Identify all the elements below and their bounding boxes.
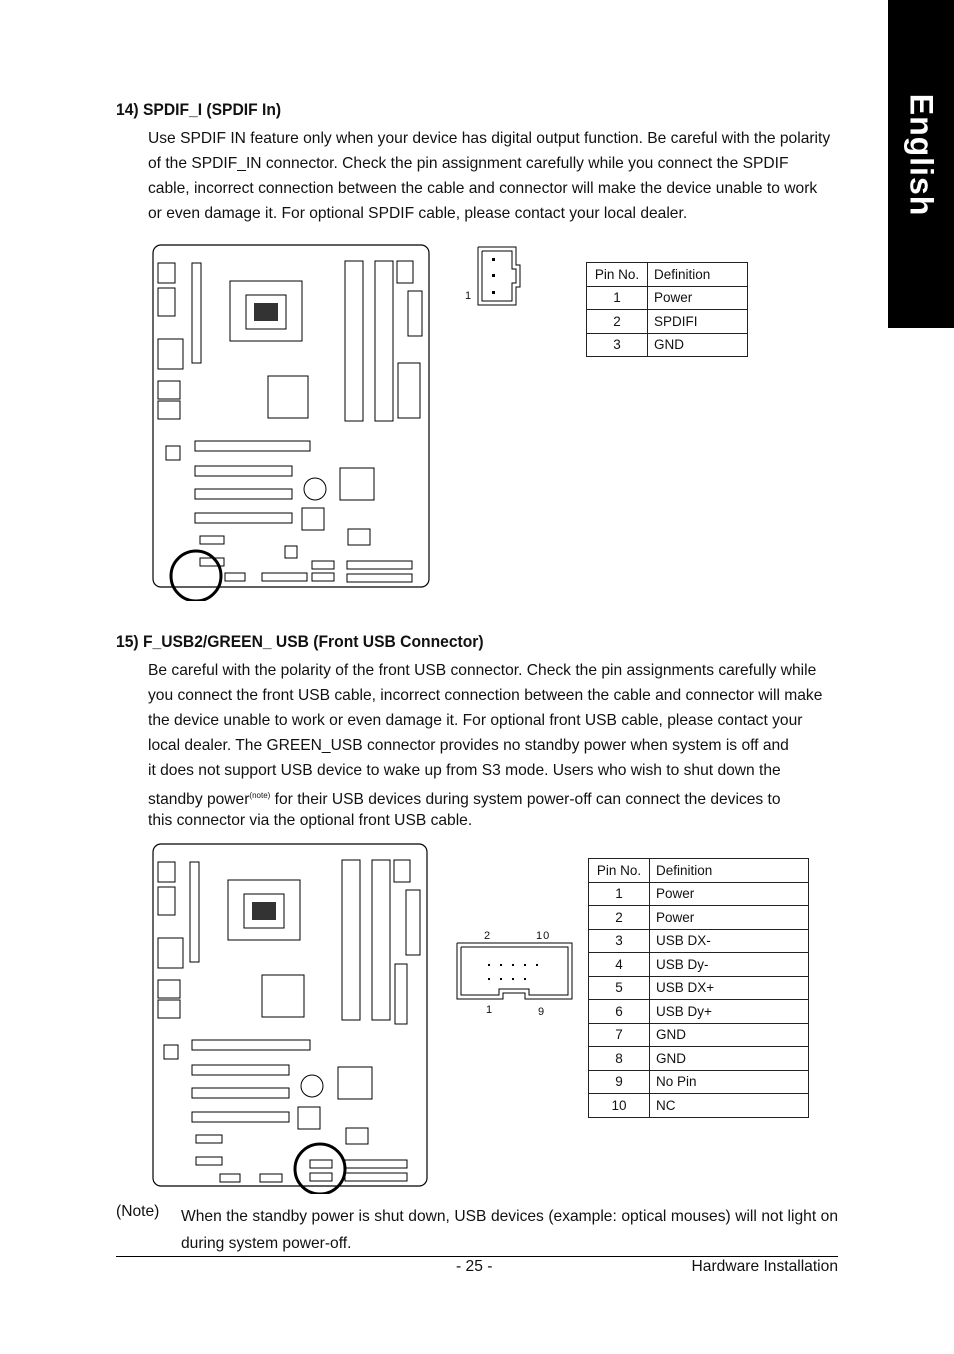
definition-cell: Power	[650, 906, 809, 930]
table-row	[589, 976, 809, 1000]
table-row	[589, 1000, 809, 1024]
motherboard-diagram-spdif	[150, 243, 432, 601]
pin-cell: 4	[589, 953, 650, 977]
body-line: the device unable to work or even damage it. For optional front USB cable, please contact your	[148, 712, 803, 729]
definition-cell: USB DX-	[650, 929, 809, 953]
pin-10-label: 10	[536, 930, 551, 942]
pin-9-label: 9	[538, 1006, 545, 1018]
body-line: this connector via the optional front USB cable.	[148, 812, 473, 829]
section-14-body	[148, 126, 838, 226]
pin-cell: 10	[589, 1094, 650, 1118]
pin-cell: 3	[589, 929, 650, 953]
section-15-body	[148, 658, 838, 833]
definition-cell: USB Dy+	[650, 1000, 809, 1024]
note-text: When the standby power is shut down, USB devices (example: optical mouses) will not light on during system power-off.	[181, 1208, 838, 1252]
table-row	[589, 1023, 809, 1047]
definition-cell: NC	[650, 1094, 809, 1118]
definition-cell: Power	[650, 882, 809, 906]
definition-cell: USB Dy-	[650, 953, 809, 977]
definition-cell: No Pin	[650, 1070, 809, 1094]
table-row	[589, 1047, 809, 1071]
body-line	[148, 783, 838, 808]
table-row	[589, 1094, 809, 1118]
pin-cell: 2	[589, 906, 650, 930]
table-row	[589, 953, 809, 977]
pin-cell: 9	[589, 1070, 650, 1094]
definition-cell: GND	[648, 333, 748, 357]
pin-cell: 3	[587, 333, 648, 357]
table-row	[587, 310, 748, 334]
pin-cell: 1	[587, 286, 648, 310]
body-line: or even damage it. For optional SPDIF cable, please contact your local dealer.	[148, 205, 688, 222]
usb-connector-diagram	[455, 941, 575, 1003]
pin-cell: 5	[589, 976, 650, 1000]
header-cell: Definition	[650, 859, 809, 883]
body-text: standby power	[148, 791, 250, 809]
pin-1-label: 1	[465, 290, 472, 302]
pin-cell: 7	[589, 1023, 650, 1047]
body-line: Use SPDIF IN feature only when your device has digital output function. Be careful with the polarity	[148, 130, 831, 147]
pin-cell: 6	[589, 1000, 650, 1024]
body-line: it does not support USB device to wake up from S3 mode. Users who wish to shut down the	[148, 762, 781, 779]
usb-pin-table	[588, 858, 809, 1118]
body-line: of the SPDIF_IN connector. Check the pin assignment carefully while you connect the SPDIF	[148, 155, 789, 172]
header-cell: Definition	[648, 263, 748, 287]
language-label: English	[903, 93, 940, 217]
header-cell: Pin No.	[587, 263, 648, 287]
table-row	[587, 286, 748, 310]
table-row	[587, 333, 748, 357]
definition-cell: GND	[650, 1047, 809, 1071]
footer-section-title: Hardware Installation	[691, 1258, 838, 1275]
table-row	[589, 1070, 809, 1094]
table-header-row	[589, 859, 809, 883]
page-number: - 25 -	[456, 1258, 493, 1275]
footer-rule	[116, 1256, 838, 1257]
definition-cell: SPDIFI	[648, 310, 748, 334]
body-line: Be careful with the polarity of the front USB connector. Check the pin assignments carefully while	[148, 662, 817, 679]
definition-cell: Power	[648, 286, 748, 310]
section-14-title: 14) SPDIF_I (SPDIF In)	[116, 100, 282, 119]
definition-cell: USB DX+	[650, 976, 809, 1000]
pin-2-label: 2	[484, 930, 491, 942]
pin-cell: 1	[589, 882, 650, 906]
table-row	[589, 882, 809, 906]
note-label: (Note)	[116, 1203, 160, 1220]
spdif-pin-table	[586, 262, 748, 357]
definition-cell: GND	[650, 1023, 809, 1047]
pin-cell: 2	[587, 310, 648, 334]
table-row	[589, 906, 809, 930]
body-line: cable, incorrect connection between the cable and connector will make the device unable to work	[148, 180, 818, 197]
pin-1-label: 1	[486, 1004, 493, 1016]
motherboard-diagram-usb	[150, 842, 432, 1194]
note-marker: (note)	[249, 791, 271, 800]
language-tab	[888, 0, 954, 328]
pin-cell: 8	[589, 1047, 650, 1071]
table-row	[589, 929, 809, 953]
body-line: you connect the front USB cable, incorrect connection between the cable and connector will make	[148, 687, 823, 704]
body-line: local dealer. The GREEN_USB connector provides no standby power when system is off and	[148, 737, 789, 754]
table-header-row	[587, 263, 748, 287]
body-text: for their USB devices during system power-off can connect the devices to	[270, 791, 781, 809]
header-cell: Pin No.	[589, 859, 650, 883]
section-15-title: 15) F_USB2/GREEN_ USB (Front USB Connector)	[116, 632, 484, 651]
